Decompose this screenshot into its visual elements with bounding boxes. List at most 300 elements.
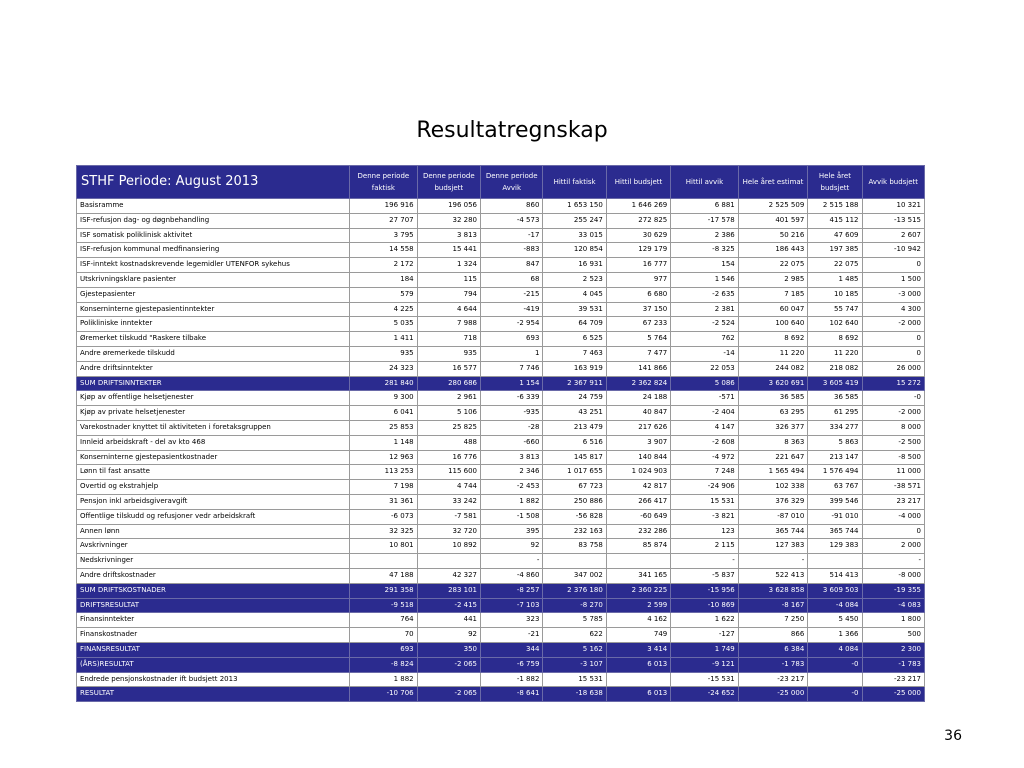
table-cell: 749 — [606, 628, 670, 643]
table-cell: 283 101 — [417, 583, 480, 598]
table-cell: 1 148 — [350, 435, 418, 450]
table-cell: 8 363 — [738, 435, 808, 450]
table-cell: 7 250 — [738, 613, 808, 628]
table-cell: 2 607 — [862, 228, 925, 243]
row-label: Kjøp av private helsetjenester — [77, 406, 350, 421]
table-cell: - — [671, 554, 739, 569]
table-cell: 6 013 — [606, 687, 670, 702]
table-cell: 2 961 — [417, 391, 480, 406]
table-cell: 1 565 494 — [738, 465, 808, 480]
table-row — [77, 332, 925, 347]
table-cell: -2 415 — [417, 598, 480, 613]
table-cell: 12 963 — [350, 450, 418, 465]
table-cell: -18 638 — [543, 687, 606, 702]
table-cell: -0 — [808, 687, 862, 702]
slide-title: Resultatregnskap — [416, 118, 608, 143]
table-cell: 129 383 — [808, 539, 862, 554]
table-cell: -4 860 — [481, 568, 543, 583]
table-cell: 5 086 — [671, 376, 739, 391]
table-cell: -0 — [808, 657, 862, 672]
table-cell: 15 531 — [671, 494, 739, 509]
table-row — [77, 287, 925, 302]
table-cell: 15 441 — [417, 243, 480, 258]
table-row — [77, 346, 925, 361]
table-cell: 794 — [417, 287, 480, 302]
table-cell: -8 641 — [481, 687, 543, 702]
table-cell: 196 916 — [350, 199, 418, 214]
table-cell: 70 — [350, 628, 418, 643]
row-label: Endrede pensjonskostnader ift budsjett 2013 — [77, 672, 350, 687]
row-label: Andre driftsinntekter — [77, 361, 350, 376]
table-cell: 6 013 — [606, 657, 670, 672]
table-cell: 102 640 — [808, 317, 862, 332]
table-cell — [606, 554, 670, 569]
table-cell: -2 065 — [417, 687, 480, 702]
table-cell: 7 477 — [606, 346, 670, 361]
table-cell: -10 706 — [350, 687, 418, 702]
table-cell: -4 084 — [808, 598, 862, 613]
table-cell: 326 377 — [738, 420, 808, 435]
table-cell: 40 847 — [606, 406, 670, 421]
table-cell: -91 010 — [808, 509, 862, 524]
table-cell: -0 — [862, 391, 925, 406]
column-header: Denne periode Avvik — [481, 166, 543, 199]
table-cell: 32 720 — [417, 524, 480, 539]
table-cell: 935 — [350, 346, 418, 361]
table-cell — [417, 672, 480, 687]
row-label: Kjøp av offentlige helsetjenester — [77, 391, 350, 406]
table-cell: -2 524 — [671, 317, 739, 332]
table-cell: -15 531 — [671, 672, 739, 687]
table-cell: 85 874 — [606, 539, 670, 554]
table-row — [77, 435, 925, 450]
table-cell: -7 581 — [417, 509, 480, 524]
table-cell: 500 — [862, 628, 925, 643]
table-cell: 4 644 — [417, 302, 480, 317]
table-cell: 2 115 — [671, 539, 739, 554]
table-cell: 33 242 — [417, 494, 480, 509]
table-cell: 113 253 — [350, 465, 418, 480]
table-cell: 47 609 — [808, 228, 862, 243]
row-label: Avskrivninger — [77, 539, 350, 554]
table-row — [77, 494, 925, 509]
table-cell: 4 045 — [543, 287, 606, 302]
table-cell: 5 162 — [543, 642, 606, 657]
table-row — [77, 258, 925, 273]
table-cell: -3 821 — [671, 509, 739, 524]
row-label: (ÅRS)RESULTAT — [77, 657, 350, 672]
table-cell: 0 — [862, 258, 925, 273]
table-cell: 47 188 — [350, 568, 418, 583]
table-cell: 365 744 — [808, 524, 862, 539]
table-cell: 5 764 — [606, 332, 670, 347]
table-cell: 196 056 — [417, 199, 480, 214]
table-cell: 24 323 — [350, 361, 418, 376]
table-cell: -8 325 — [671, 243, 739, 258]
table-cell: 1 024 903 — [606, 465, 670, 480]
table-cell: 415 112 — [808, 213, 862, 228]
table-cell: 61 295 — [808, 406, 862, 421]
table-cell: -4 972 — [671, 450, 739, 465]
table-cell: 232 286 — [606, 524, 670, 539]
table-cell: 33 015 — [543, 228, 606, 243]
table-cell: 0 — [862, 524, 925, 539]
table-cell: -660 — [481, 435, 543, 450]
table-cell: 255 247 — [543, 213, 606, 228]
table-cell: 42 817 — [606, 480, 670, 495]
table-cell: -883 — [481, 243, 543, 258]
table-cell: -19 355 — [862, 583, 925, 598]
table-cell: 244 082 — [738, 361, 808, 376]
table-cell: 376 329 — [738, 494, 808, 509]
table-cell: 27 707 — [350, 213, 418, 228]
table-cell: 43 251 — [543, 406, 606, 421]
table-cell: 1 622 — [671, 613, 739, 628]
table-cell: -17 — [481, 228, 543, 243]
table-cell: 197 385 — [808, 243, 862, 258]
table-cell: 5 450 — [808, 613, 862, 628]
table-cell: 5 863 — [808, 435, 862, 450]
table-cell: 32 325 — [350, 524, 418, 539]
table-cell: - — [481, 554, 543, 569]
table-cell: 350 — [417, 642, 480, 657]
table-cell: 250 886 — [543, 494, 606, 509]
column-header: Denne periode faktisk — [350, 166, 418, 199]
page-number: 36 — [944, 728, 962, 744]
table-cell: 1 411 — [350, 332, 418, 347]
row-label: Innleid arbeidskraft - del av kto 468 — [77, 435, 350, 450]
table-cell: 31 361 — [350, 494, 418, 509]
table-cell: -215 — [481, 287, 543, 302]
row-label: Varekostnader knyttet til aktiviteten i foretaksgruppen — [77, 420, 350, 435]
table-cell: 341 165 — [606, 568, 670, 583]
row-label: RESULTAT — [77, 687, 350, 702]
row-label: Nedskrivninger — [77, 554, 350, 569]
table-cell: -10 942 — [862, 243, 925, 258]
table-cell: -2 065 — [417, 657, 480, 672]
table-cell: 123 — [671, 524, 739, 539]
table-cell: -4 000 — [862, 509, 925, 524]
table-cell: 55 747 — [808, 302, 862, 317]
table-title: STHF Periode: August 2013 — [77, 166, 350, 199]
row-label: Konserninterne gjestepasientkostnader — [77, 450, 350, 465]
table-cell: 2 300 — [862, 642, 925, 657]
row-label: Andre øremerkede tilskudd — [77, 346, 350, 361]
table-cell: 120 854 — [543, 243, 606, 258]
row-label: Konserninterne gjestepasientinntekter — [77, 302, 350, 317]
table-row — [77, 420, 925, 435]
table-cell: 39 531 — [543, 302, 606, 317]
table-cell: 4 744 — [417, 480, 480, 495]
table-cell: -2 000 — [862, 317, 925, 332]
table-cell: -25 000 — [862, 687, 925, 702]
table-cell: 6 041 — [350, 406, 418, 421]
table-cell: 6 680 — [606, 287, 670, 302]
table-cell: -2 954 — [481, 317, 543, 332]
table-cell: 3 414 — [606, 642, 670, 657]
table-cell: 2 376 180 — [543, 583, 606, 598]
table-cell: 3 620 691 — [738, 376, 808, 391]
table-cell: -24 652 — [671, 687, 739, 702]
table-cell: 25 853 — [350, 420, 418, 435]
table-cell: -8 270 — [543, 598, 606, 613]
table-cell: -9 518 — [350, 598, 418, 613]
table-cell: 63 295 — [738, 406, 808, 421]
table-cell: 2 381 — [671, 302, 739, 317]
table-row — [77, 672, 925, 687]
table-cell: 7 185 — [738, 287, 808, 302]
table-cell: -2 453 — [481, 480, 543, 495]
table-cell: 2 367 911 — [543, 376, 606, 391]
table-cell: -1 882 — [481, 672, 543, 687]
table-row — [77, 391, 925, 406]
table-cell: 764 — [350, 613, 418, 628]
table-cell: 68 — [481, 272, 543, 287]
table-cell: 24 759 — [543, 391, 606, 406]
table-cell: -3 000 — [862, 287, 925, 302]
table-cell: 1 882 — [481, 494, 543, 509]
table-cell: -2 404 — [671, 406, 739, 421]
table-cell: 2 599 — [606, 598, 670, 613]
row-label: Finanskostnader — [77, 628, 350, 643]
table-cell: 30 629 — [606, 228, 670, 243]
column-header: Hittil faktisk — [543, 166, 606, 199]
table-cell: 22 053 — [671, 361, 739, 376]
column-header: Hele året budsjett — [808, 166, 862, 199]
table-cell: 1 546 — [671, 272, 739, 287]
table-cell: 1 — [481, 346, 543, 361]
table-body — [77, 199, 925, 702]
table-cell: 441 — [417, 613, 480, 628]
table-cell: 272 825 — [606, 213, 670, 228]
table-cell: 64 709 — [543, 317, 606, 332]
table-cell: 11 220 — [738, 346, 808, 361]
table-cell: 213 147 — [808, 450, 862, 465]
table-cell: 15 531 — [543, 672, 606, 687]
table-row — [77, 361, 925, 376]
table-row — [77, 406, 925, 421]
table-cell: -8 000 — [862, 568, 925, 583]
table-cell: 1 154 — [481, 376, 543, 391]
table-cell: 1 324 — [417, 258, 480, 273]
table-cell: -56 828 — [543, 509, 606, 524]
row-label: ISF-inntekt kostnadskrevende legemidler UTENFOR sykehus — [77, 258, 350, 273]
table-cell: -25 000 — [738, 687, 808, 702]
table-cell: 2 985 — [738, 272, 808, 287]
table-cell: 1 500 — [862, 272, 925, 287]
table-cell: -17 578 — [671, 213, 739, 228]
table-cell: 1 576 494 — [808, 465, 862, 480]
column-header: Hele året estimat — [738, 166, 808, 199]
row-label: Overtid og ekstrahjelp — [77, 480, 350, 495]
table-cell: 4 162 — [606, 613, 670, 628]
table-cell: 266 417 — [606, 494, 670, 509]
table-cell: 935 — [417, 346, 480, 361]
table-cell: 154 — [671, 258, 739, 273]
table-cell: 60 047 — [738, 302, 808, 317]
row-label: Gjestepasienter — [77, 287, 350, 302]
table-row — [77, 583, 925, 598]
table-cell: 32 280 — [417, 213, 480, 228]
table-cell: 232 163 — [543, 524, 606, 539]
table-cell: 92 — [481, 539, 543, 554]
table-cell: -4 083 — [862, 598, 925, 613]
table-cell: -38 571 — [862, 480, 925, 495]
table-cell: 395 — [481, 524, 543, 539]
table-cell: 11 220 — [808, 346, 862, 361]
row-label: Utskrivningsklare pasienter — [77, 272, 350, 287]
table-cell: -10 869 — [671, 598, 739, 613]
table-cell: 163 919 — [543, 361, 606, 376]
table-cell: 2 360 225 — [606, 583, 670, 598]
table-cell: 622 — [543, 628, 606, 643]
table-cell: 8 000 — [862, 420, 925, 435]
table-cell: 1 017 655 — [543, 465, 606, 480]
table-cell: 186 443 — [738, 243, 808, 258]
table-row — [77, 302, 925, 317]
table-cell: 3 813 — [481, 450, 543, 465]
table-row — [77, 450, 925, 465]
table-cell: 8 692 — [808, 332, 862, 347]
table-cell: 2 523 — [543, 272, 606, 287]
table-cell: 10 185 — [808, 287, 862, 302]
table-cell: 6 516 — [543, 435, 606, 450]
table-cell: 141 866 — [606, 361, 670, 376]
table-cell: -419 — [481, 302, 543, 317]
table-cell: 1 366 — [808, 628, 862, 643]
table-cell: -1 783 — [862, 657, 925, 672]
row-label: Pensjon inkl arbeidsgiveravgift — [77, 494, 350, 509]
row-label: Finansinntekter — [77, 613, 350, 628]
table-cell: 5 035 — [350, 317, 418, 332]
table-row — [77, 568, 925, 583]
table-cell: 3 605 419 — [808, 376, 862, 391]
table-cell: 1 882 — [350, 672, 418, 687]
row-label: ISF-refusjon kommunal medfinansiering — [77, 243, 350, 258]
table-cell: 4 225 — [350, 302, 418, 317]
table-row — [77, 539, 925, 554]
table-cell: 37 150 — [606, 302, 670, 317]
table-cell: - — [862, 554, 925, 569]
table-cell: 1 749 — [671, 642, 739, 657]
table-cell: 16 577 — [417, 361, 480, 376]
table-row — [77, 243, 925, 258]
table-cell: 1 646 269 — [606, 199, 670, 214]
table-cell: 3 628 858 — [738, 583, 808, 598]
table-row — [77, 687, 925, 702]
table-cell: - — [738, 554, 808, 569]
table-cell: 7 248 — [671, 465, 739, 480]
row-label: SUM DRIFTSKOSTNADER — [77, 583, 350, 598]
table-cell: -2 635 — [671, 287, 739, 302]
table-cell: 1 485 — [808, 272, 862, 287]
table-cell: -2 000 — [862, 406, 925, 421]
table-cell: 514 413 — [808, 568, 862, 583]
table-cell: 344 — [481, 642, 543, 657]
table-cell — [606, 672, 670, 687]
table-cell: 4 300 — [862, 302, 925, 317]
table-cell: 323 — [481, 613, 543, 628]
table-cell: 36 585 — [738, 391, 808, 406]
table-cell: 100 640 — [738, 317, 808, 332]
column-header: Hittil budsjett — [606, 166, 670, 199]
row-label: ISF somatisk poliklinisk aktivitet — [77, 228, 350, 243]
table-row — [77, 613, 925, 628]
table-row — [77, 465, 925, 480]
table-row — [77, 642, 925, 657]
table-cell: -935 — [481, 406, 543, 421]
table-cell: 718 — [417, 332, 480, 347]
table-cell: -6 073 — [350, 509, 418, 524]
row-label: Annen lønn — [77, 524, 350, 539]
table-cell: 2 172 — [350, 258, 418, 273]
row-label: SUM DRIFTSINNTEKTER — [77, 376, 350, 391]
table-row — [77, 628, 925, 643]
table-cell: 847 — [481, 258, 543, 273]
table-cell: 488 — [417, 435, 480, 450]
table-cell: 145 817 — [543, 450, 606, 465]
table-row — [77, 213, 925, 228]
column-header: Hittil avvik — [671, 166, 739, 199]
row-label: ISF-refusjon dag- og døgnbehandling — [77, 213, 350, 228]
table-cell: 1 800 — [862, 613, 925, 628]
table-cell: -8 824 — [350, 657, 418, 672]
table-cell: 4 147 — [671, 420, 739, 435]
table-header-row — [77, 166, 925, 199]
table-cell: 36 585 — [808, 391, 862, 406]
table-cell: 26 000 — [862, 361, 925, 376]
table-cell: 2 346 — [481, 465, 543, 480]
income-statement-table — [76, 165, 925, 702]
table-cell: 42 327 — [417, 568, 480, 583]
table-cell: -21 — [481, 628, 543, 643]
table-cell: 217 626 — [606, 420, 670, 435]
table-cell: 365 744 — [738, 524, 808, 539]
column-header: Avvik budsjett — [862, 166, 925, 199]
table-cell: 22 075 — [808, 258, 862, 273]
table-cell: 2 386 — [671, 228, 739, 243]
table-row — [77, 376, 925, 391]
table-cell: 347 002 — [543, 568, 606, 583]
table-cell: 140 844 — [606, 450, 670, 465]
table-cell: 129 179 — [606, 243, 670, 258]
table-row — [77, 480, 925, 495]
table-row — [77, 598, 925, 613]
row-label: Polikliniske inntekter — [77, 317, 350, 332]
table-cell: -8 500 — [862, 450, 925, 465]
table-cell: 24 188 — [606, 391, 670, 406]
table-cell: -60 649 — [606, 509, 670, 524]
table-cell: -127 — [671, 628, 739, 643]
table-cell — [350, 554, 418, 569]
table-cell: -5 837 — [671, 568, 739, 583]
table-cell: 693 — [350, 642, 418, 657]
table-row — [77, 228, 925, 243]
table-cell: -28 — [481, 420, 543, 435]
table-cell: 401 597 — [738, 213, 808, 228]
table-cell: 334 277 — [808, 420, 862, 435]
table-cell: 693 — [481, 332, 543, 347]
table-cell: -2 608 — [671, 435, 739, 450]
table-cell: -4 573 — [481, 213, 543, 228]
table-cell: 1 653 150 — [543, 199, 606, 214]
table-cell: 115 — [417, 272, 480, 287]
row-label: DRIFTSRESULTAT — [77, 598, 350, 613]
table-cell: -3 107 — [543, 657, 606, 672]
table-cell: 184 — [350, 272, 418, 287]
table-cell: 5 106 — [417, 406, 480, 421]
table-cell: 3 795 — [350, 228, 418, 243]
